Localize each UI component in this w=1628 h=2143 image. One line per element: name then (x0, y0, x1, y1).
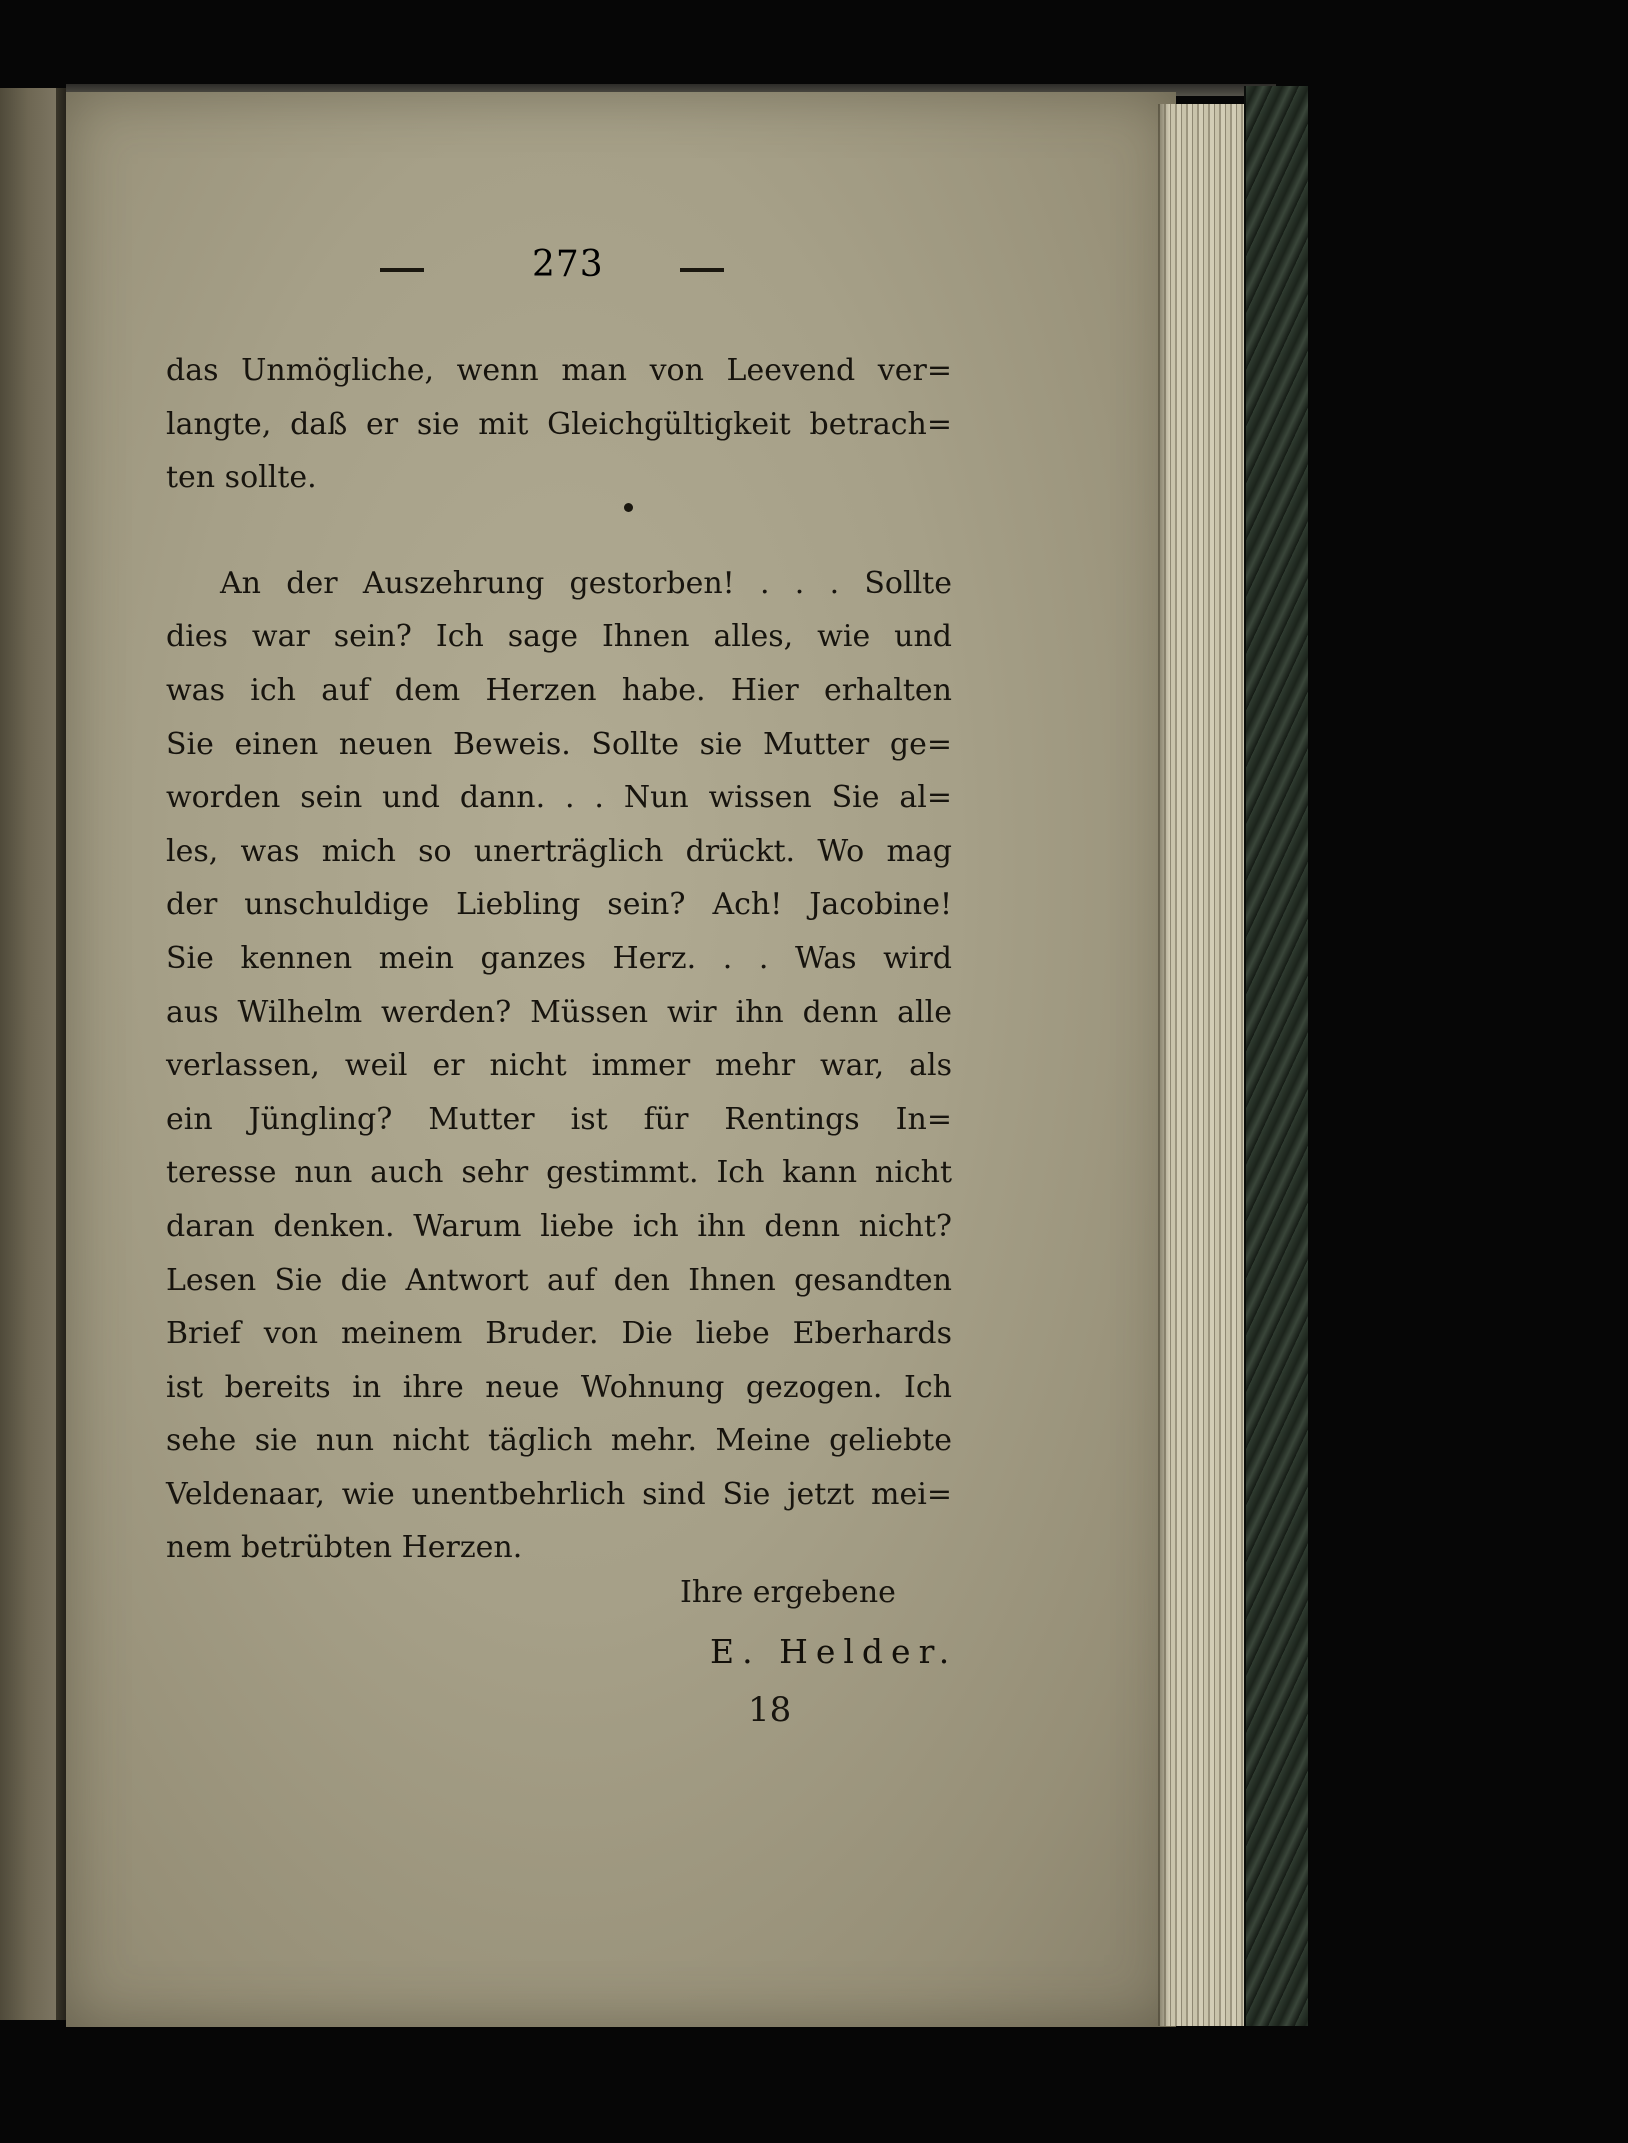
text-line: nem betrübten Herzen. (166, 1530, 523, 1566)
text-line: Sie einen neuen Beweis. Sollte sie Mutter ge= (166, 726, 952, 762)
text-line: Brief von meinem Bruder. Die liebe Eberhards (166, 1316, 952, 1352)
page-number: 273 (532, 244, 604, 285)
paragraph-ornament (624, 503, 633, 512)
header-dash-left (380, 268, 424, 272)
letter-body (166, 344, 952, 1575)
text-line: was ich auf dem Herzen habe. Hier erhalten (166, 672, 952, 708)
marbled-cover (1246, 86, 1308, 2026)
letter-signature: E. Helder. (710, 1632, 958, 1671)
text-line: daran denken. Warum liebe ich ihn denn nicht? (166, 1208, 952, 1244)
text-line: langte, daß er sie mit Gleichgültigkeit betrach= (166, 406, 952, 442)
page-edge-shadow (1158, 104, 1170, 2026)
paragraph-gap (166, 505, 952, 557)
left-page-edge (0, 88, 64, 2020)
text-line: ten sollte. (166, 460, 317, 496)
running-header (380, 244, 760, 294)
signature-mark: 18 (748, 1690, 792, 1730)
text-line: les, was mich so unerträglich drückt. Wo mag (166, 833, 952, 869)
text-line: Sie kennen mein ganzes Herz. . . Was wird (166, 940, 952, 976)
text-line: aus Wilhelm werden? Müssen wir ihn denn alle (166, 994, 952, 1030)
letter-closing: Ihre ergebene (680, 1575, 896, 1610)
text-line: ein Jüngling? Mutter ist für Rentings In= (166, 1101, 952, 1137)
text-line: Lesen Sie die Antwort auf den Ihnen gesandten (166, 1262, 952, 1298)
text-line: Veldenaar, wie unentbehrlich sind Sie jetzt mei= (166, 1476, 952, 1512)
text-line: dies war sein? Ich sage Ihnen alles, wie und (166, 619, 952, 655)
text-line: teresse nun auch sehr gestimmt. Ich kann nicht (166, 1155, 952, 1191)
stacked-page-edges (1160, 104, 1248, 2026)
text-line: worden sein und dann. . . Nun wissen Sie al= (166, 780, 952, 816)
text-line: das Unmögliche, wenn man von Leevend ver= (166, 353, 952, 388)
text-line: ist bereits in ihre neue Wohnung gezogen. Ich (166, 1369, 952, 1405)
text-line: der unschuldige Liebling sein? Ach! Jacobine! (166, 887, 952, 923)
header-dash-right (680, 268, 724, 272)
text-line: An der Auszehrung gestorben! . . . Sollte (220, 565, 952, 601)
text-line: verlassen, weil er nicht immer mehr war, als (166, 1048, 952, 1084)
text-line: sehe sie nun nicht täglich mehr. Meine geliebte (166, 1423, 952, 1459)
